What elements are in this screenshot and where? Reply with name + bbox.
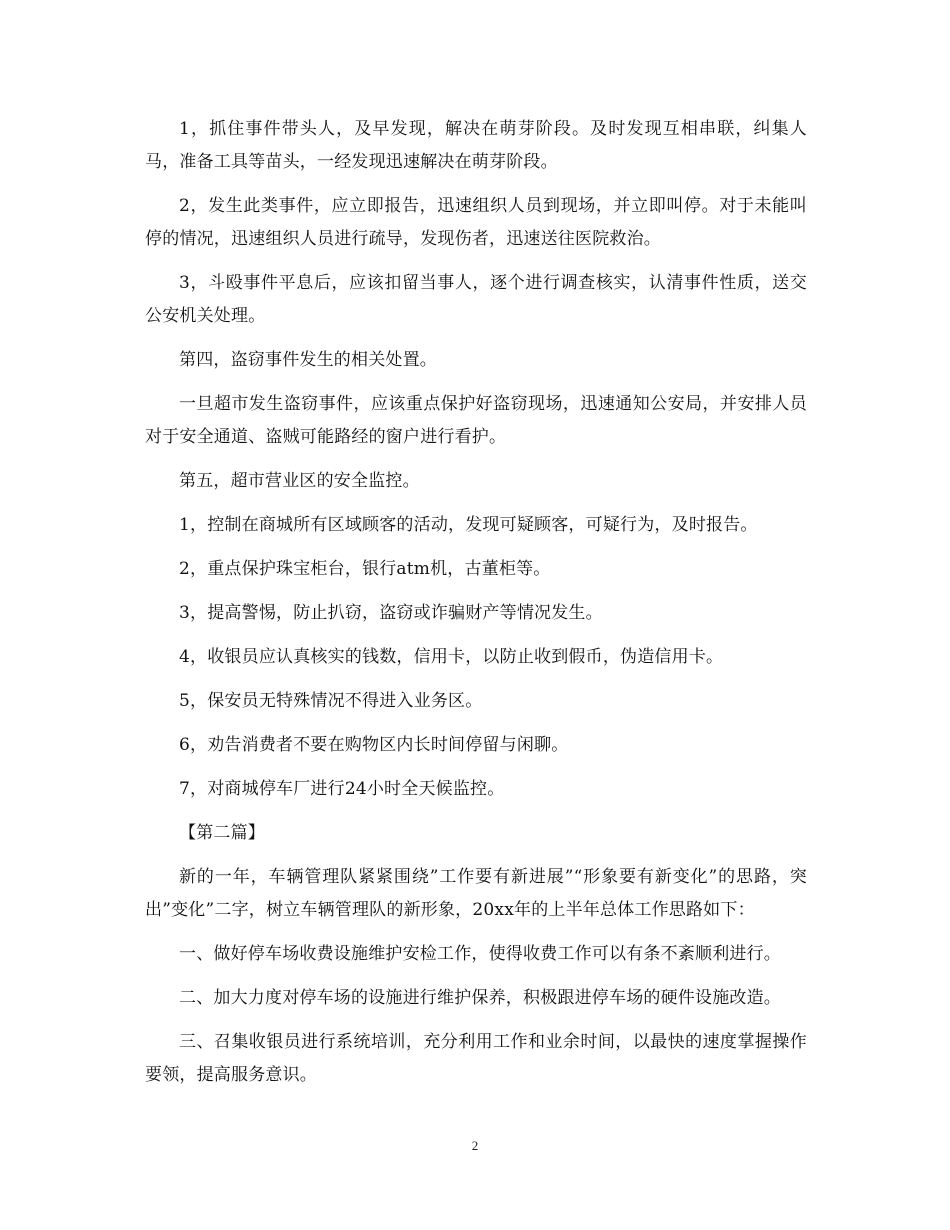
work-item-3: 三、召集收银员进行系统培训，充分利用工作和业余时间，以最快的速度掌握操作要领，提高服务意识。 xyxy=(145,1032,807,1085)
document-body xyxy=(145,113,807,1103)
paragraph-2: 2，发生此类事件，应立即报告，迅速组织人员到现场，并立即叫停。对于未能叫停的情况，迅速组织人员进行疏导，发现伤者，迅速送往医院救治。 xyxy=(145,196,807,249)
work-item-2: 二、加大力度对停车场的设施进行维护保养，积极跟进停车场的硬件设施改造。 xyxy=(179,988,781,1008)
list-item-3: 3，提高警惕，防止扒窃，盗窃或诈骗财产等情况发生。 xyxy=(179,603,603,623)
list-item-7: 7，对商城停车厂进行24小时全天候监控。 xyxy=(179,779,505,799)
paragraph-theft-response: 一旦超市发生盗窃事件，应该重点保护好盗窃现场，迅速通知公安局，并安排人员对于安全通道、盗贼可能路经的窗户进行看护。 xyxy=(145,394,807,447)
paragraph-1: 1，抓住事件带头人，及早发现，解决在萌芽阶段。及时发现互相串联，纠集人马，准备工具等苗头，一经发现迅速解决在萌芽阶段。 xyxy=(145,119,807,172)
section-heading-5: 第五，超市营业区的安全监控。 xyxy=(179,471,420,491)
work-item-1: 一、做好停车场收费设施维护安检工作，使得收费工作可以有条不紊顺利进行。 xyxy=(179,944,781,964)
list-item-6: 6，劝告消费者不要在购物区内长时间停留与闲聊。 xyxy=(179,735,569,755)
part-two-intro: 新的一年，车辆管理队紧紧围绕”工作要有新进展”“形象要有新变化”的思路，突出”变化”二字，树立车辆管理队的新形象，20xx年的上半年总体工作思路如下： xyxy=(145,867,807,920)
list-item-2: 2，重点保护珠宝柜台，银行atm机，古董柜等。 xyxy=(179,559,551,579)
section-heading-4: 第四，盗窃事件发生的相关处置。 xyxy=(179,350,437,370)
page-number: 2 xyxy=(471,1138,479,1153)
list-item-4: 4，收银员应认真核实的钱数，信用卡，以防止收到假币，伪造信用卡。 xyxy=(179,647,724,667)
part-two-heading: 【第二篇】 xyxy=(179,823,265,843)
paragraph-3: 3，斗殴事件平息后，应该扣留当事人，逐个进行调查核实，认清事件性质，送交公安机关处理。 xyxy=(145,273,807,326)
list-item-5: 5，保安员无特殊情况不得进入业务区。 xyxy=(179,691,483,711)
list-item-1: 1，控制在商城所有区域顾客的活动，发现可疑顾客，可疑行为，及时报告。 xyxy=(179,515,758,535)
